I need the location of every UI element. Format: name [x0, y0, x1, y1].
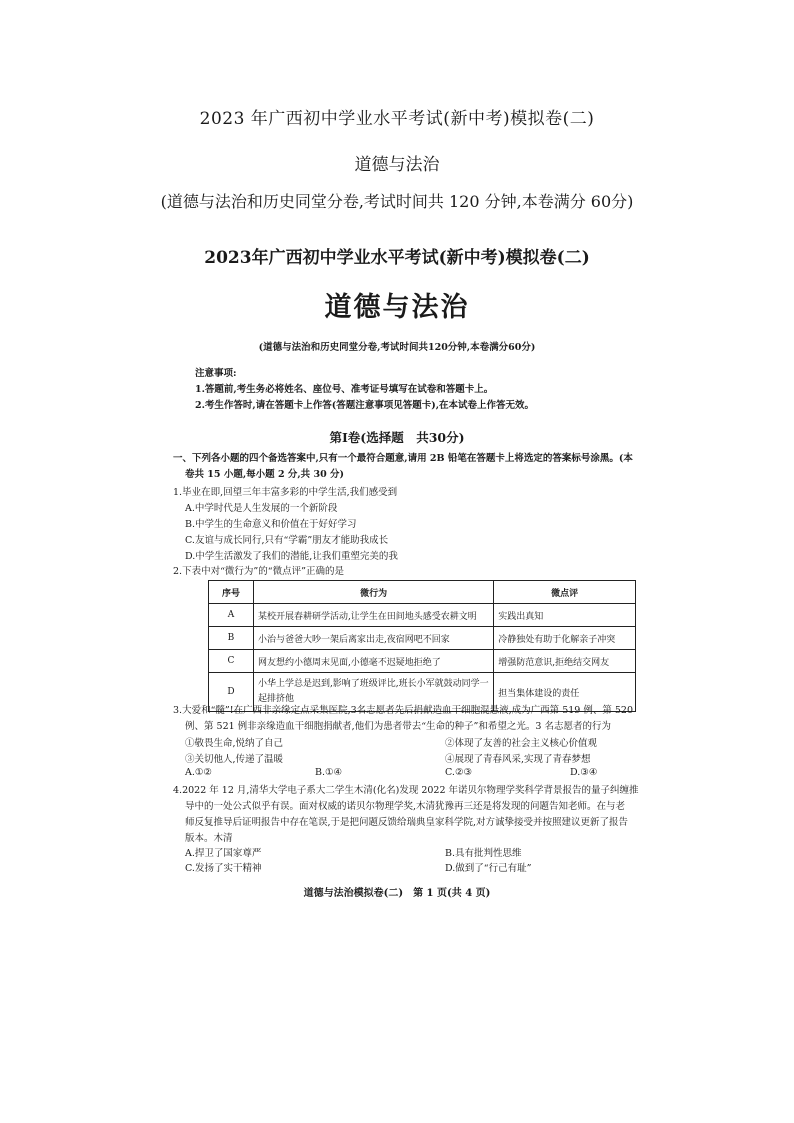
instruction-line-1: 一、下列各小题的四个备选答案中,只有一个最符合题意,请用 2B 铅笔在答题卡上将选定的答案标号涂黑。(本	[173, 453, 633, 464]
table-cell-behavior: 小华上学总是迟到,影响了班级评比,班长小军就鼓动同学一起排挤他	[253, 673, 493, 712]
table-cell-option: C	[209, 650, 254, 673]
paper-subject: 道德与法治	[324, 292, 470, 323]
page-footer: 道德与法治模拟卷(二) 第 1 页(共 4 页)	[303, 888, 491, 899]
table-cell-option: B	[209, 627, 254, 650]
question-1-option-c: C.友谊与成长同行,只有“学霸”朋友才能助我成长	[185, 535, 389, 546]
question-3-option-d: D.③④	[570, 767, 598, 778]
question-3-line-2: 例、第 521 例非亲缘造血干细胞捐献者,他们为患者带去“生命的种子”和希望之光。3 名志愿者的行为	[185, 721, 611, 732]
question-3-statement-2: ②体现了友善的社会主义核心价值观	[445, 738, 598, 749]
question-4-option-d: D.做到了“行己有耻”	[445, 863, 532, 874]
question-3-statement-3: ③关切他人,传递了温暖	[185, 754, 284, 765]
question-4-line-3: 师反复推导后证明报告中存在笔误,于是把问题反馈给瑞典皇家科学院,对方诚挚接受并按照建议更新了报告	[185, 817, 629, 828]
paper-title: 2023年广西初中学业水平考试(新中考)模拟卷(二)	[204, 248, 590, 268]
table-header-cell: 微点评	[494, 581, 636, 604]
question-4-line-4: 版本。木清	[185, 833, 233, 844]
table-cell-comment: 增强防范意识,拒绝结交网友	[494, 650, 636, 673]
notice-item-1: 1.答题前,考生务必将姓名、座位号、准考证号填写在试卷和答题卡上。	[195, 384, 494, 395]
question-3-option-c: C.②③	[445, 767, 472, 778]
notice-item-2: 2.考生作答时,请在答题卡上作答(答题注意事项见答题卡),在本试卷上作答无效。	[195, 400, 535, 411]
document-subject: 道德与法治	[354, 155, 440, 175]
question-2-stem: 2.下表中对“微行为”的“微点评”正确的是	[173, 566, 344, 577]
paper-exam-note: (道德与法治和历史同堂分卷,考试时间共120分钟,本卷满分60分)	[258, 342, 536, 353]
table-cell-behavior: 网友想约小德周末见面,小德毫不迟疑地拒绝了	[253, 650, 493, 673]
question-4-line-1: 4.2022 年 12 月,清华大学电子系大二学生木清(化名)发现 2022 年诺贝尔物理学奖科学背景报告的量子纠缠推	[173, 785, 639, 796]
question-1-option-b: B.中学生的生命意义和价值在于好好学习	[185, 519, 357, 530]
table-header-cell: 序号	[209, 581, 254, 604]
document-title: 2023 年广西初中学业水平考试(新中考)模拟卷(二)	[199, 109, 595, 129]
question-4-option-c: C.发扬了实干精神	[185, 863, 262, 874]
question-4-line-2: 导中的一处公式似乎有误。面对权威的诺贝尔物理学奖,木清犹豫再三还是将发现的问题告知老师。在与老	[185, 801, 626, 812]
question-4-option-b: B.具有批判性思维	[445, 848, 522, 859]
table-cell-comment: 实践出真知	[494, 604, 636, 627]
document-exam-note: (道德与法治和历史同堂分卷,考试时间共 120 分钟,本卷满分 60分)	[160, 192, 634, 211]
question-3-statement-1: ①敬畏生命,悦纳了自己	[185, 738, 284, 749]
question-1-stem: 1.毕业在即,回望三年丰富多彩的中学生活,我们感受到	[173, 487, 398, 498]
table-header-row	[209, 581, 636, 604]
question-3-option-b: B.①④	[315, 767, 343, 778]
table-cell-option: D	[209, 673, 254, 712]
question-3-line-1: 3.大爱和“髓”!在广西非亲缘定点采集医院,3名志愿者先后捐献造血干细胞混悬液,成为广西第 519 例、第 520	[173, 705, 634, 716]
question-4-option-a: A.捍卫了国家尊严	[185, 848, 262, 859]
table-header-cell: 微行为	[253, 581, 493, 604]
table-cell-comment: 担当集体建设的责任	[494, 673, 636, 712]
question-1-option-a: A.中学时代是人生发展的一个新阶段	[185, 503, 338, 514]
table-cell-behavior: 某校开展春耕研学活动,让学生在田间地头感受农耕文明	[253, 604, 493, 627]
question-1-option-d: D.中学生活激发了我们的潜能,让我们重塑完美的我	[185, 551, 398, 562]
table-cell-option: A	[209, 604, 254, 627]
table-cell-comment: 冷静独处有助于化解亲子冲突	[494, 627, 636, 650]
table-row	[209, 650, 636, 673]
question-3-option-a: A.①②	[185, 767, 212, 778]
table-cell-behavior: 小治与爸爸大吵一架后离家出走,夜宿网吧不回家	[253, 627, 493, 650]
question-2-table	[208, 580, 636, 712]
question-3-statement-4: ④展现了青春风采,实现了青春梦想	[445, 754, 591, 765]
section-title: 第Ⅰ卷(选择题 共30分)	[329, 430, 465, 445]
table-row	[209, 627, 636, 650]
table-row	[209, 604, 636, 627]
instruction-line-2: 卷共 15 小题,每小题 2 分,共 30 分)	[185, 469, 345, 480]
notice-title: 注意事项:	[195, 368, 237, 379]
